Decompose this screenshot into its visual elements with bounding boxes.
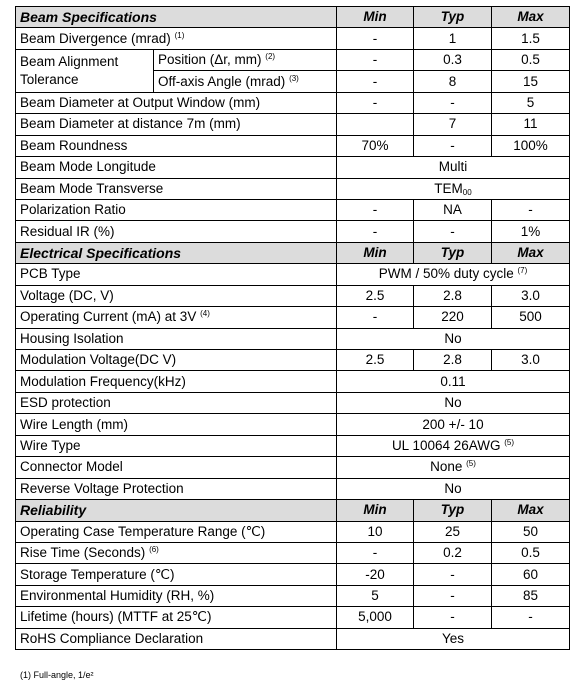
max-cell: 3.0: [492, 350, 570, 371]
footnote-ref: (1): [174, 30, 185, 40]
max-cell: 60: [492, 564, 570, 585]
footnote-ref: (4): [200, 309, 210, 319]
typ-cell: -: [414, 135, 492, 156]
table-row: [16, 178, 570, 199]
row-label: [16, 307, 337, 328]
table-row: [16, 392, 570, 413]
row-label: Beam Alignment Tolerance: [16, 49, 154, 92]
value-cell: Multi: [337, 157, 570, 178]
table-row: [16, 542, 570, 563]
row-label: Operating Case Temperature Range (℃): [16, 521, 337, 542]
min-cell: 5,000: [337, 607, 414, 628]
footnote-ref: (5): [504, 437, 515, 447]
table-row: [16, 114, 570, 135]
min-header: Min: [337, 242, 414, 263]
min-cell: -: [337, 92, 414, 113]
row-label: Modulation Voltage(DC V): [16, 350, 337, 371]
max-cell: -: [492, 199, 570, 220]
row-label: Beam Roundness: [16, 135, 337, 156]
table-row: [16, 564, 570, 585]
max-cell: 1.5: [492, 28, 570, 49]
value-cell: No: [337, 328, 570, 349]
row-label: Beam Mode Transverse: [16, 178, 337, 199]
row-label: Voltage (DC, V): [16, 285, 337, 306]
table-row: [16, 607, 570, 628]
value-cell: No: [337, 478, 570, 499]
table-row: [16, 628, 570, 649]
label-text: Rise Time (Seconds): [20, 545, 146, 561]
row-label: Housing Isolation: [16, 328, 337, 349]
section-header-reliability: [16, 500, 570, 521]
footnote-text: (1) Full-angle, 1/e²: [20, 670, 94, 680]
section-header-electrical: [16, 242, 570, 263]
min-cell: 10: [337, 521, 414, 542]
table-row: [16, 585, 570, 606]
value-text: None: [430, 459, 463, 475]
max-cell: 85: [492, 585, 570, 606]
typ-cell: 8: [414, 71, 492, 92]
min-cell: -: [337, 307, 414, 328]
footnote-ref: (5): [466, 459, 476, 469]
value-cell: [337, 457, 570, 478]
table-row: [16, 414, 570, 435]
row-label: [16, 542, 337, 563]
footnote-ref: (2): [265, 52, 276, 62]
max-cell: 100%: [492, 135, 570, 156]
table-row: [16, 371, 570, 392]
typ-cell: 1: [414, 28, 492, 49]
value-cell: Yes: [337, 628, 570, 649]
min-header: Min: [337, 7, 414, 28]
min-cell: -: [337, 49, 414, 70]
max-cell: 5: [492, 92, 570, 113]
row-label: Environmental Humidity (RH, %): [16, 585, 337, 606]
typ-cell: 25: [414, 521, 492, 542]
typ-cell: 220: [414, 307, 492, 328]
max-cell: 50: [492, 521, 570, 542]
row-label: Reverse Voltage Protection: [16, 478, 337, 499]
typ-cell: -: [414, 607, 492, 628]
row-label: Wire Length (mm): [16, 414, 337, 435]
max-cell: 15: [492, 71, 570, 92]
value-cell: 200 +/- 10: [337, 414, 570, 435]
row-label: RoHS Compliance Declaration: [16, 628, 337, 649]
table-row: [16, 307, 570, 328]
section-title: Beam Specifications: [16, 7, 337, 28]
section-title: Electrical Specifications: [16, 242, 337, 263]
max-cell: 11: [492, 114, 570, 135]
table-row: [16, 135, 570, 156]
max-cell: 500: [492, 307, 570, 328]
row-label: ESD protection: [16, 392, 337, 413]
value-cell: [337, 264, 570, 285]
value-cell: No: [337, 392, 570, 413]
value-text: PWM / 50% duty cycle: [378, 266, 514, 282]
sub-label: [154, 71, 337, 92]
label-text: Off-axis Angle (mrad): [158, 73, 286, 89]
section-header-beam: [16, 7, 570, 28]
table-row: [16, 285, 570, 306]
min-cell: -20: [337, 564, 414, 585]
row-label: Beam Diameter at Output Window (mm): [16, 92, 337, 113]
min-cell: -: [337, 28, 414, 49]
row-label: PCB Type: [16, 264, 337, 285]
value-cell: 0.11: [337, 371, 570, 392]
table-row: [16, 478, 570, 499]
min-header: Min: [337, 500, 414, 521]
max-cell: -: [492, 607, 570, 628]
table-row: [16, 350, 570, 371]
typ-cell: -: [414, 221, 492, 242]
max-cell: 0.5: [492, 542, 570, 563]
value-text: TEM: [434, 180, 463, 196]
row-label: Polarization Ratio: [16, 199, 337, 220]
table-row: [16, 264, 570, 285]
label-text: Beam Divergence (mrad): [20, 30, 171, 46]
value-cell: [337, 435, 570, 456]
typ-cell: NA: [414, 199, 492, 220]
max-cell: 3.0: [492, 285, 570, 306]
table-row: [16, 49, 570, 70]
typ-cell: 0.2: [414, 542, 492, 563]
table-row: [16, 457, 570, 478]
typ-cell: -: [414, 585, 492, 606]
value-text: UL 10064 26AWG: [391, 437, 501, 453]
max-header: Max: [492, 500, 570, 521]
typ-cell: 2.8: [414, 350, 492, 371]
table-row: [16, 157, 570, 178]
row-label: [16, 28, 337, 49]
typ-cell: -: [414, 564, 492, 585]
mode-subscript: 00: [462, 187, 472, 197]
table-row: [16, 435, 570, 456]
footnote-ref: (6): [149, 545, 159, 555]
min-cell: 2.5: [337, 350, 414, 371]
table-row: [16, 328, 570, 349]
row-label: Lifetime (hours) (MTTF at 25℃): [16, 607, 337, 628]
typ-cell: 0.3: [414, 49, 492, 70]
max-cell: 1%: [492, 221, 570, 242]
table-row: [16, 221, 570, 242]
row-label: Beam Mode Longitude: [16, 157, 337, 178]
table-row: [16, 28, 570, 49]
section-title: Reliability: [16, 500, 337, 521]
min-cell: 2.5: [337, 285, 414, 306]
row-label: Connector Model: [16, 457, 337, 478]
row-label: Beam Diameter at distance 7m (mm): [16, 114, 337, 135]
min-cell: -: [337, 71, 414, 92]
footnote-ref: (3): [289, 73, 299, 83]
typ-cell: -: [414, 92, 492, 113]
table-row: [16, 199, 570, 220]
table-row: [16, 521, 570, 542]
label-text: Operating Current (mA) at 3V: [20, 309, 197, 325]
value-cell: [337, 178, 570, 199]
typ-header: Typ: [414, 7, 492, 28]
sub-label: [154, 49, 337, 70]
min-cell: -: [337, 199, 414, 220]
typ-cell: 2.8: [414, 285, 492, 306]
max-header: Max: [492, 7, 570, 28]
typ-header: Typ: [414, 242, 492, 263]
typ-cell: 7: [414, 114, 492, 135]
min-cell: 70%: [337, 135, 414, 156]
row-label: Residual IR (%): [16, 221, 337, 242]
spec-table: [15, 6, 570, 650]
max-header: Max: [492, 242, 570, 263]
max-cell: 0.5: [492, 49, 570, 70]
row-label: Storage Temperature (℃): [16, 564, 337, 585]
min-cell: [337, 114, 414, 135]
table-row: [16, 92, 570, 113]
footnote-ref: (7): [517, 266, 528, 276]
min-cell: -: [337, 221, 414, 242]
row-label: Wire Type: [16, 435, 337, 456]
label-text: Position (Δr, mm): [158, 52, 262, 68]
min-cell: -: [337, 542, 414, 563]
typ-header: Typ: [414, 500, 492, 521]
min-cell: 5: [337, 585, 414, 606]
row-label: Modulation Frequency(kHz): [16, 371, 337, 392]
